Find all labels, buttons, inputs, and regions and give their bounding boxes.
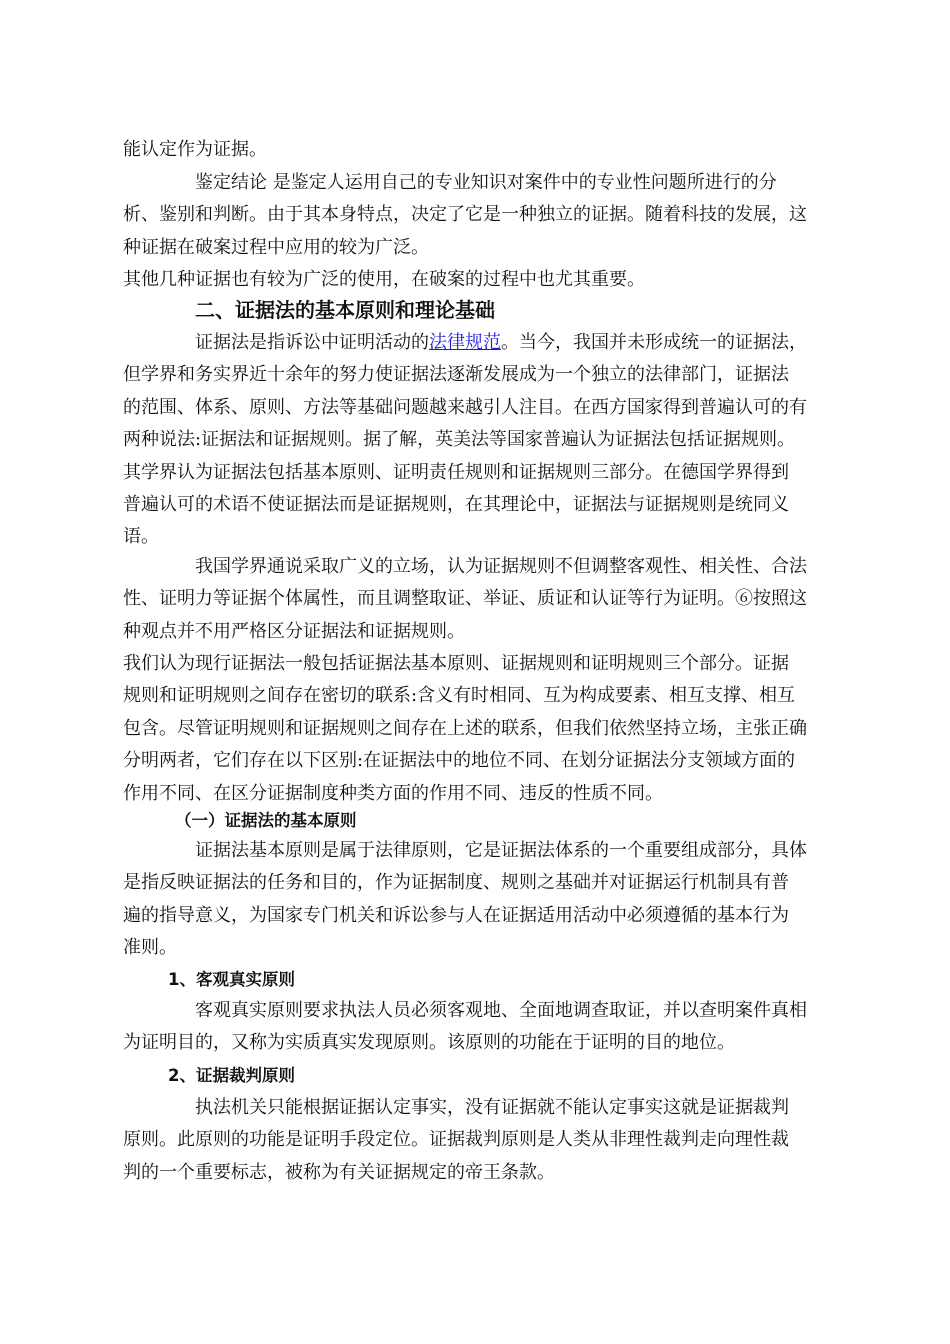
text-line: 语。 [123, 526, 159, 548]
item-heading-objective-truth: 1、客观真实原则 [168, 970, 295, 989]
paragraph-evidence-adjudication [123, 1092, 829, 1189]
paragraph-continuation [123, 134, 829, 166]
text-line [123, 327, 829, 359]
text-line: 执法机关只能根据证据认定事实，没有证据就不能认定事实这就是证据裁判 [195, 1097, 789, 1118]
text-line: 种证据在破案过程中应用的较为广泛。 [123, 236, 429, 258]
text-line: 证据法基本原则是属于法律原则，它是证据法体系的一个重要组成部分，具体 [195, 840, 807, 861]
item-heading-evidence-adjudication: 2、证据裁判原则 [168, 1066, 295, 1085]
text-line: 种观点并不用严格区分证据法和证据规则。 [123, 620, 465, 642]
text-line: 准则。 [123, 937, 177, 959]
text-line: 析、鉴别和判断。由于其本身特点，决定了它是一种独立的证据。随着科技的发展，这 [123, 204, 807, 226]
paragraph-other-evidence [123, 264, 829, 296]
text-line: 我们认为现行证据法一般包括证据法基本原则、证据规则和证明规则三个部分。证据 [123, 653, 789, 674]
text-line: 包含。尽管证明规则和证据规则之间存在上述的联系，但我们依然坚持立场，主张正确 [123, 717, 807, 739]
text-line: 原则。此原则的功能是证明手段定位。证据裁判原则是人类从非理性裁判走向理性裁 [123, 1129, 789, 1151]
paragraph-our-view [123, 648, 829, 810]
text-line: 判的一个重要标志，被称为有关证据规定的帝王条款。 [123, 1161, 555, 1183]
text-line: 遍的指导意义，为国家专门机关和诉讼参与人在证据适用活动中必须遵循的基本行为 [123, 904, 789, 926]
text-line: 但学界和务实界近十余年的努力使证据法逐渐发展成为一个独立的法律部门，证据法 [123, 364, 789, 386]
paragraph-basic-principles [123, 835, 829, 965]
text-line: 作用不同、在区分证据制度种类方面的作用不同、违反的性质不同。 [123, 782, 663, 804]
paragraph-objective-truth [123, 995, 829, 1060]
text-line: 的范围、体系、原则、方法等基础问题越来越引人注目。在西方国家得到普遍认可的有 [123, 396, 807, 418]
text-line: 两种说法:证据法和证据规则。据了解，英美法等国家普遍认为证据法包括证据规则。 [123, 429, 796, 451]
legal-norms-link[interactable]: 法律规范 [429, 332, 501, 353]
text-line: 其学界认为证据法包括基本原则、证明责任规则和证据规则三部分。在德国学界得到 [123, 461, 789, 483]
paragraph-expert-conclusion [123, 167, 829, 264]
text-run: 证据法是指诉讼中证明活动的 [195, 332, 429, 353]
text-line: 规则和证明规则之间存在密切的联系:含义有时相同、互为构成要素、相互支撑、相互 [123, 685, 796, 707]
text-line: 为证明目的，又称为实质真实发现原则。该原则的功能在于证明的目的地位。 [123, 1032, 735, 1054]
paragraph-evidence-law-definition [123, 327, 829, 554]
text-line: 鉴定结论 是鉴定人运用自己的专业知识对案件中的专业性问题所进行的分 [195, 172, 777, 193]
text-line: 我国学界通说采取广义的立场，认为证据规则不但调整客观性、相关性、合法 [195, 556, 807, 577]
subsection-heading: （一）证据法的基本原则 [175, 811, 357, 830]
section-heading: 二、证据法的基本原则和理论基础 [195, 298, 495, 322]
text-line: 能认定作为证据。 [123, 139, 267, 160]
text-line: 其他几种证据也有较为广泛的使用，在破案的过程中也尤其重要。 [123, 269, 645, 290]
text-line: 客观真实原则要求执法人员必须客观地、全面地调查取证，并以查明案件真相 [195, 1000, 807, 1021]
text-run: 。当今，我国并未形成统一的证据法， [501, 332, 807, 353]
text-line: 是指反映证据法的任务和目的，作为证据制度、规则之基础并对证据运行机制具有普 [123, 872, 789, 894]
paragraph-domestic-view [123, 551, 829, 648]
text-line: 普遍认可的术语不使证据法而是证据规则，在其理论中，证据法与证据规则是统同义 [123, 493, 789, 515]
text-line: 分明两者，它们存在以下区别:在证据法中的地位不同、在划分证据法分支领域方面的 [123, 750, 796, 772]
text-line: 性、证明力等证据个体属性，而且调整取证、举证、质证和认证等行为证明。⑥按照这 [123, 588, 807, 610]
